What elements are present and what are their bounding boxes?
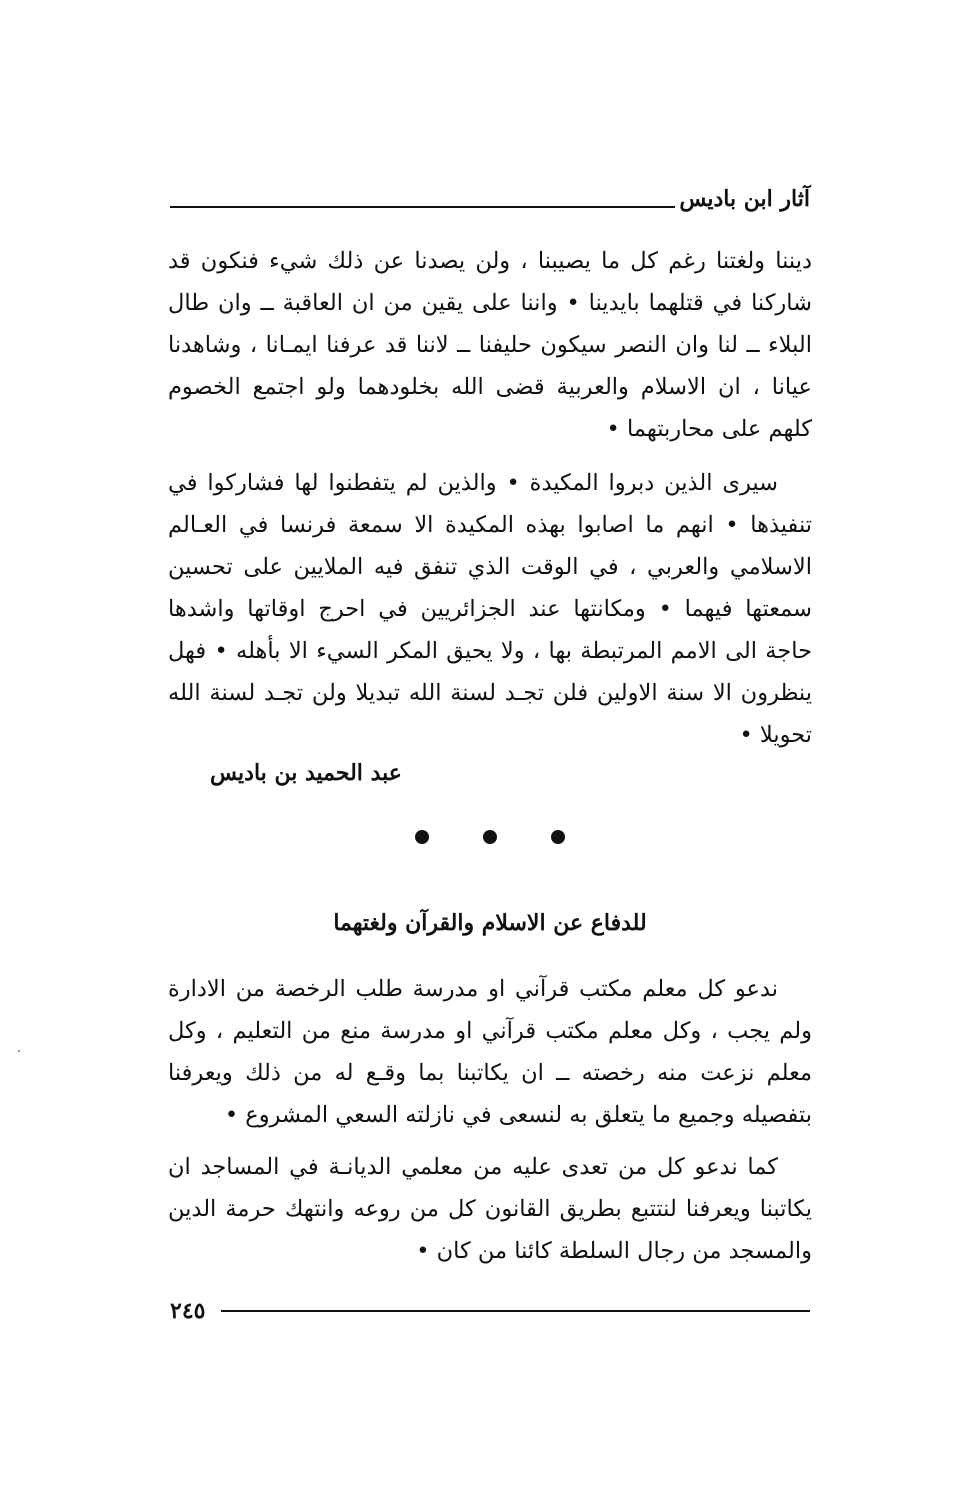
separator-dot [551,830,565,844]
page-footer [170,1296,810,1326]
running-title: آثار ابن باديس [679,186,810,212]
article1-paragraph-2 [168,462,812,756]
scan-speck [18,1050,20,1052]
paragraph-text: ندعو كل معلم مكتب قرآني او مدرسة طلب الرخصة من الادارة ولم يجب ، وكل معلم مكتب قرآني او مدرسة منع من التعليم ، وكل معلم نزعت منه رخصته ــ ان يكاتبنا بما وقـع له من ذلك ويعرفنا بتفصيله وجميع ما يتعلق به لنسعى في نازلته السعي المشروع • [168,976,812,1128]
article1-paragraph-1 [168,240,812,450]
header-rule [170,206,675,208]
paragraph-text: كما ندعو كل من تعدى عليه من معلمي الديانـة في المساجد ان يكاتبنا ويعرفنا لنتتبع بطريق القانون كل من روعه وانتهك حرمة الدين والمسجد من رجال السلطة كائنا من كان • [168,1154,812,1264]
article2-heading: للدفاع عن الاسلام والقرآن ولغتهما [333,910,647,936]
article2-paragraph-1 [168,968,812,1136]
running-header [170,180,810,214]
footer-rule [221,1310,810,1312]
separator-dot [415,830,429,844]
paragraph-text: ديننا ولغتنا رغم كل ما يصيبنا ، ولن يصدنا عن ذلك شيء فنكون قد شاركنا في قتلهما بايدينا • واننا على يقين من ان العاقبة ــ وان طال البلاء ــ لنا وان النصر سيكون حليفنا ــ لاننا قد عرفنا ايمـانا ، وشاهدنا عيانا ، ان الاسلام والعربية قضى الله بخلودهما ولو اجتمع الخصوم كلهم على محاربتهما • [168,248,812,442]
paragraph-text: سيرى الذين دبروا المكيدة • والذين لم يتفطنوا لها فشاركوا في تنفيذها • انهم ما اصابوا بهذه المكيدة الا سمعة فرنسا في العـالم الاسلامي والعربي ، في الوقت الذي تنفق فيه الملايين على تحسين سمعتها فيهما • ومكانتها عند الجزائريين في احرج اوقاتها واشدها حاجة الى الامم المرتبطة بها ، ولا يحيق المكر السيء الا بأهله • فهل ينظرون الا سنة الاولين فلن تجـد لسنة الله تبديلا ولن تجـد لسنة الله تحويلا • [168,470,812,748]
signature: عبد الحميد بن باديس [210,760,402,786]
page-number: ٢٤٥ [170,1298,206,1324]
separator-dot [483,830,497,844]
section-separator [415,822,565,852]
article2-paragraph-2 [168,1146,812,1272]
